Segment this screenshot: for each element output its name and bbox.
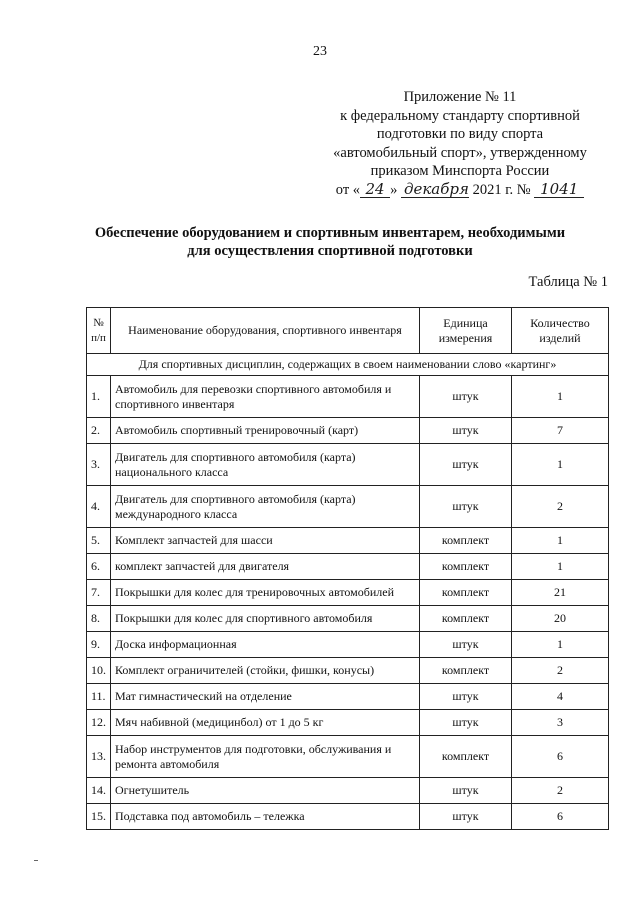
row-name: Набор инструментов для подготовки, обслуживания и ремонта автомобиля xyxy=(111,736,420,778)
row-name: Покрышки для колес для тренировочных автомобилей xyxy=(111,580,420,606)
row-num: 6. xyxy=(87,554,111,580)
row-name: Комплект запчастей для шасси xyxy=(111,528,420,554)
row-unit: штук xyxy=(420,804,512,830)
order-line xyxy=(320,181,600,200)
row-qty: 1 xyxy=(512,444,609,486)
scan-mark xyxy=(34,860,38,861)
table-row xyxy=(87,804,609,830)
appendix-line: «автомобильный спорт», утвержденному xyxy=(333,144,587,161)
row-num: 1. xyxy=(87,376,111,418)
row-unit: комплект xyxy=(420,606,512,632)
row-name: Двигатель для спортивного автомобиля (карта) национального класса xyxy=(111,444,420,486)
appendix-block xyxy=(320,88,600,199)
row-name: Подставка под автомобиль – тележка xyxy=(111,804,420,830)
row-qty: 2 xyxy=(512,658,609,684)
row-name: Доска информационная xyxy=(111,632,420,658)
row-num: 14. xyxy=(87,778,111,804)
title-line-2: для осуществления спортивной подготовки xyxy=(187,243,473,259)
equipment-table xyxy=(86,307,609,830)
header-name: Наименование оборудования, спортивного инвентаря xyxy=(111,308,420,354)
row-name: Покрышки для колес для спортивного автомобиля xyxy=(111,606,420,632)
row-name: Мат гимнастический на отделение xyxy=(111,684,420,710)
table-row xyxy=(87,606,609,632)
row-num: 12. xyxy=(87,710,111,736)
appendix-line: приказом Минспорта России xyxy=(370,163,550,179)
header-qty: Количество изделий xyxy=(512,308,609,354)
row-qty: 6 xyxy=(512,736,609,778)
document-title xyxy=(60,224,600,260)
table-row xyxy=(87,486,609,528)
row-num: 13. xyxy=(87,736,111,778)
row-unit: штук xyxy=(420,778,512,804)
row-name: Комплект ограничителей (стойки, фишки, конусы) xyxy=(111,658,420,684)
order-mid: » xyxy=(390,181,398,198)
order-year: 2021 г. № xyxy=(472,181,531,198)
row-unit: комплект xyxy=(420,528,512,554)
row-unit: штук xyxy=(420,444,512,486)
row-qty: 7 xyxy=(512,418,609,444)
table-header-row xyxy=(87,308,609,354)
table-row xyxy=(87,580,609,606)
row-num: 4. xyxy=(87,486,111,528)
row-num: 10. xyxy=(87,658,111,684)
table-row xyxy=(87,632,609,658)
row-qty: 3 xyxy=(512,710,609,736)
table-row xyxy=(87,684,609,710)
title-line-1: Обеспечение оборудованием и спортивным инвентарем, необходимыми xyxy=(94,225,566,241)
table-row xyxy=(87,736,609,778)
row-unit: штук xyxy=(420,684,512,710)
row-num: 7. xyxy=(87,580,111,606)
row-name: Мяч набивной (медицинбол) от 1 до 5 кг xyxy=(111,710,420,736)
row-qty: 2 xyxy=(512,778,609,804)
row-qty: 21 xyxy=(512,580,609,606)
row-qty: 20 xyxy=(512,606,609,632)
table-label: Таблица № 1 xyxy=(528,274,608,290)
table-row xyxy=(87,418,609,444)
section-title: Для спортивных дисциплин, содержащих в своем наименовании слово «картинг» xyxy=(87,354,609,376)
page-number: 23 xyxy=(313,44,327,59)
row-num: 9. xyxy=(87,632,111,658)
row-unit: комплект xyxy=(420,736,512,778)
header-num: № п/п xyxy=(87,308,111,354)
section-row xyxy=(87,354,609,376)
row-qty: 1 xyxy=(512,554,609,580)
row-unit: штук xyxy=(420,418,512,444)
order-number-handwritten: 1041 xyxy=(534,181,584,198)
row-name: комплект запчастей для двигателя xyxy=(111,554,420,580)
order-day-handwritten: 24 xyxy=(360,181,390,198)
row-qty: 1 xyxy=(512,632,609,658)
table-row xyxy=(87,710,609,736)
table-row xyxy=(87,376,609,418)
appendix-line: Приложение № 11 xyxy=(403,89,517,105)
row-num: 5. xyxy=(87,528,111,554)
table-row xyxy=(87,528,609,554)
row-qty: 6 xyxy=(512,804,609,830)
row-unit: комплект xyxy=(420,554,512,580)
row-name: Двигатель для спортивного автомобиля (карта) международного класса xyxy=(111,486,420,528)
row-name: Автомобиль спортивный тренировочный (карт) xyxy=(111,418,420,444)
row-num: 15. xyxy=(87,804,111,830)
order-prefix: от « xyxy=(335,181,361,198)
row-qty: 1 xyxy=(512,376,609,418)
table-row xyxy=(87,778,609,804)
row-num: 8. xyxy=(87,606,111,632)
row-num: 11. xyxy=(87,684,111,710)
appendix-line: подготовки по виду спорта xyxy=(376,126,544,142)
order-month-handwritten: декабря xyxy=(401,181,469,198)
table-row xyxy=(87,554,609,580)
row-name: Автомобиль для перевозки спортивного автомобиля и спортивного инвентаря xyxy=(111,376,420,418)
row-qty: 2 xyxy=(512,486,609,528)
row-unit: штук xyxy=(420,632,512,658)
row-unit: штук xyxy=(420,376,512,418)
row-unit: штук xyxy=(420,710,512,736)
row-num: 2. xyxy=(87,418,111,444)
row-num: 3. xyxy=(87,444,111,486)
row-unit: штук xyxy=(420,486,512,528)
row-unit: комплект xyxy=(420,658,512,684)
header-unit: Единица измерения xyxy=(420,308,512,354)
row-name: Огнетушитель xyxy=(111,778,420,804)
row-qty: 4 xyxy=(512,684,609,710)
table-row xyxy=(87,658,609,684)
row-qty: 1 xyxy=(512,528,609,554)
row-unit: комплект xyxy=(420,580,512,606)
appendix-line: к федеральному стандарту спортивной xyxy=(340,107,580,124)
table-row xyxy=(87,444,609,486)
